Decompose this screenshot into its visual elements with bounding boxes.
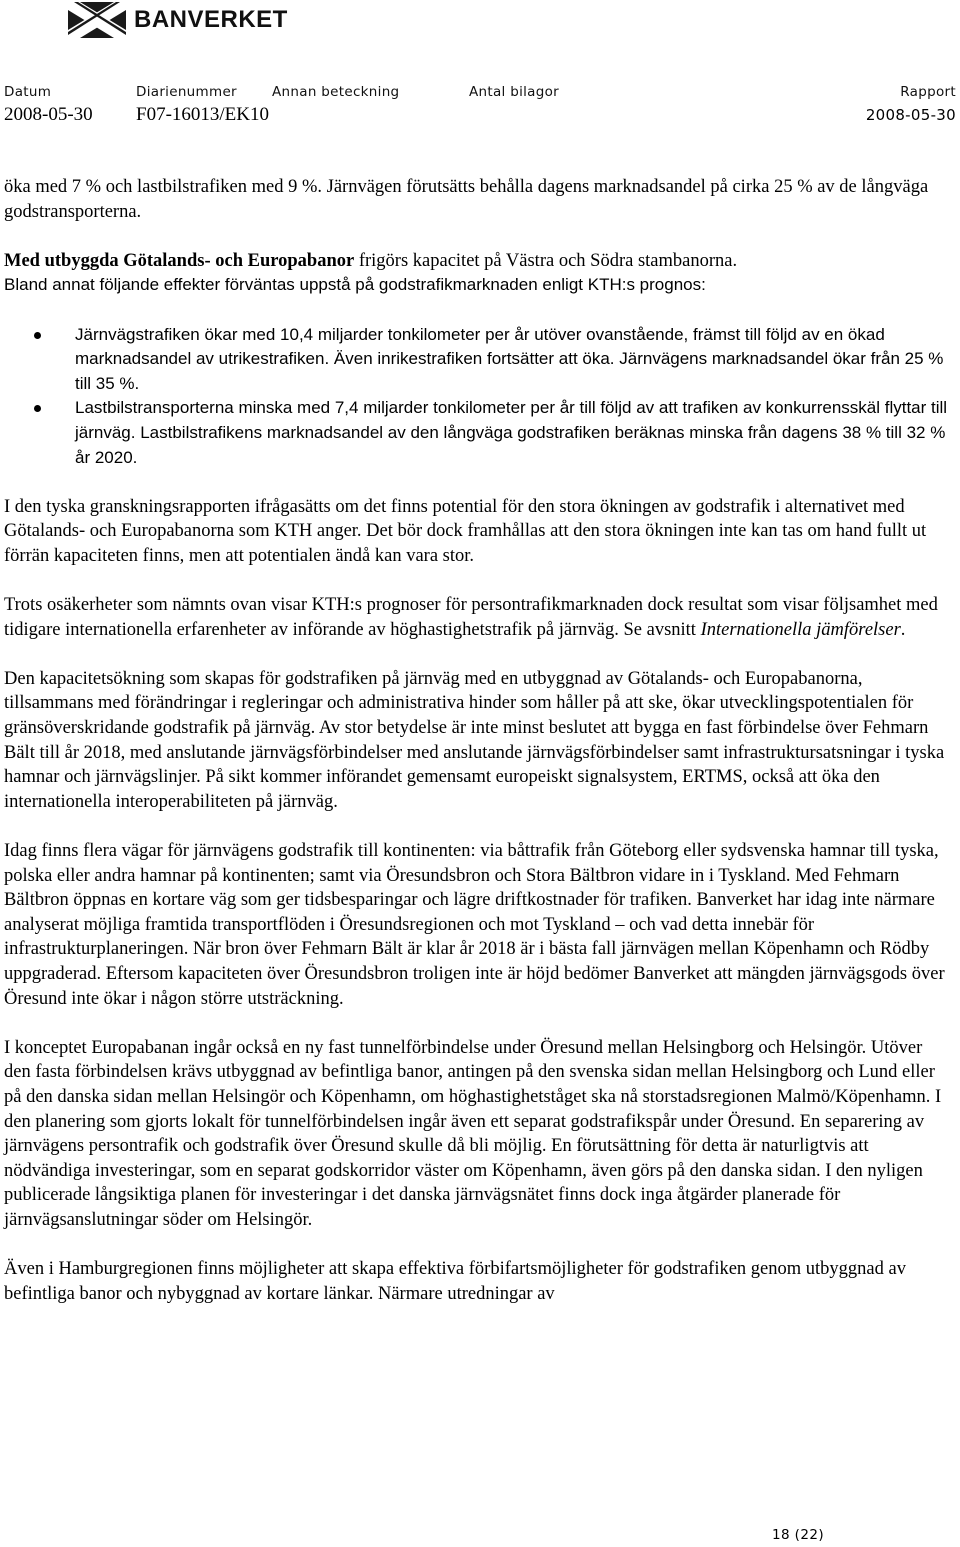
paragraph-2-bold: Med utbyggda Götalands- och Europabanor [4,250,355,271]
datum-value: 2008-05-30 [4,104,93,125]
datum-label: Datum [4,84,52,100]
bullet-icon [34,405,41,412]
banverket-emblem-icon [68,2,126,38]
document-body [4,175,952,1331]
document-meta-header [0,84,960,130]
paragraph-2-line-2: Bland annat följande effekter förväntas uppstå på godstrafikmarknaden enligt KTH:s prognos: [4,275,706,295]
paragraph-4-text: Trots osäkerheter som nämnts ovan visar KTH:s prognoser för persontrafikmarknaden dock resultat som visar följsamhet med tidigare internationella erfarenheter av införande av höghastighetstrafik på järnväg. Se avsnitt [4,595,938,640]
diarienummer-value: F07-16013/EK10 [136,104,269,125]
antal-bilagor-label: Antal bilagor [469,84,560,100]
list-item [4,396,952,470]
paragraph-3: I den tyska granskningsrapporten ifrågasätts om det finns potential för den stora ökningen av godstrafik i alternativet med Götalands- och Europabanorna som KTH anger. Det bör dock framhållas att den stora ökningen inte kan tas om hand fullt ut förrän kapaciteten finns, men att potentialen ändå kan vara stor. [4,496,927,566]
paragraph-2-rest: frigörs kapacitet på Västra och Södra stambanorna. [354,250,738,271]
paragraph-6: Idag finns flera vägar för järnvägens godstrafik till kontinenten: via båttrafik från Göteborg eller sydsvenska hamnar till tyska, polska eller andra hamnar på kontinenten; samt via Öresundsbron och Stora Bältbron vidare in i Tyskland. Med Fehmarn Bältbron öppnas en kortare väg som ger tidsbesparingar och lägre driftkostnader för trafiken. Banverket har idag inte närmare analyserat möjliga framtida transportflöden i Öresundsregionen och mot Tyskland – och vad detta innebär för infrastrukturplaneringen. När bron över Fehmarn Bält är klar år 2018 är i bästa fall järnvägen mellan Köpenhamn och Rödby uppgraderad. Eftersom kapaciteten över Öresundsbron troligen inte är höjd bedömer Banverket att mängden järnvägsgods över Öresund inte ökar i någon större utsträckning. [4,841,945,1009]
paragraph-2 [4,249,952,274]
diarienummer-label: Diarienummer [136,84,237,100]
right-date-value: 2008-05-30 [865,106,956,124]
effects-bullet-list [4,323,952,471]
paragraph-1: öka med 7 % och lastbilstrafiken med 9 %. Järnvägen förutsätts behålla dagens marknadsandel på cirka 25 % av de långväga godstransporterna. [4,177,929,222]
bullet-text: Lastbilstransporterna minska med 7,4 miljarder tonkilometer per år till följd av att trafiken av konkurrensskäl flyttar till järnväg. Lastbilstrafikens marknadsandel av den långväga godstrafiken beräknas minska från dagens 38 % till 32 % år 2020. [75,398,948,467]
paragraph-4-italic: Internationella jämförelser [700,619,901,640]
paragraph-8: Även i Hamburgregionen finns möjligheter att skapa effektiva förbifartsmöjligheter för godstrafiken genom utbyggnad av befintliga banor och nybyggnad av kortare länkar. Närmare utredningar av [4,1259,906,1304]
banverket-logo [68,0,288,40]
bullet-text: Järnvägstrafiken ökar med 10,4 miljarder tonkilometer per år utöver ovanstående, främst till följd av en ökad marknadsandel av utrikestrafiken. Även inrikestrafiken fortsätter att öka. Järnvägens marknadsandel ökar från 25 % till 35 %. [75,324,944,393]
paragraph-4 [4,593,952,642]
bullet-icon [34,332,41,339]
paragraph-4-end: . [900,619,906,640]
list-item [4,323,952,397]
paragraph-7: I konceptet Europabanan ingår också en ny fast tunnelförbindelse under Öresund mellan Helsingborg och Helsingör. Utöver den fasta förbindelsen krävs utbyggnad av befintliga banor, antingen på den svenska sidan mellan Helsingborg och Lund eller på den danska sidan mellan Helsingör och Köpenhamn, om höghastighetståget ska nå storstadsregionen Malmö/Köpenhamn. I den planering som gjorts lokalt för tunnelförbindelsen ingår även ett separat godstrafikspår under Öresund. En separering av järnvägens persontrafik och godstrafik över Öresund skulle då bli möjlig. En förutsättning för detta är naturligtvis att nödvändiga investeringar, som en separat godskorridor väster om Köpenhamn, även görs på den danska sidan. I den nyligen publicerade långsiktiga planen för investeringar i det danska järnvägsnätet finns dock inga åtgärder planerade för järnvägsanslutningar söder om Helsingör. [4,1037,942,1230]
logo-text: BANVERKET [134,6,288,33]
doc-type-label: Rapport [900,84,956,100]
paragraph-5: Den kapacitetsökning som skapas för godstrafiken på järnväg med en utbyggnad av Götalands- och Europabanorna, tillsammans med förändringar i regleringar och administrativa hinder som håller på att ske, ökar utvecklingspotentialen för gränsöverskridande godstrafik på järnväg. Av stor betydelse är inte minst beslutet att bygga en fast förbindelse över Fehmarn Bält till år 2018, med anslutande järnvägsförbindelser med anslutande järnvägsförbindelser samt infrastruktursatsningar i tyska hamnar och järnvägslinjer. På sikt kommer införandet gemensamt europeiskt signalsystem, ERTMS, också att öka den internationella interoperabiliteten på järnväg. [4,668,945,812]
page-number: 18 (22) [772,1527,824,1543]
annan-beteckning-label: Annan beteckning [272,84,400,100]
